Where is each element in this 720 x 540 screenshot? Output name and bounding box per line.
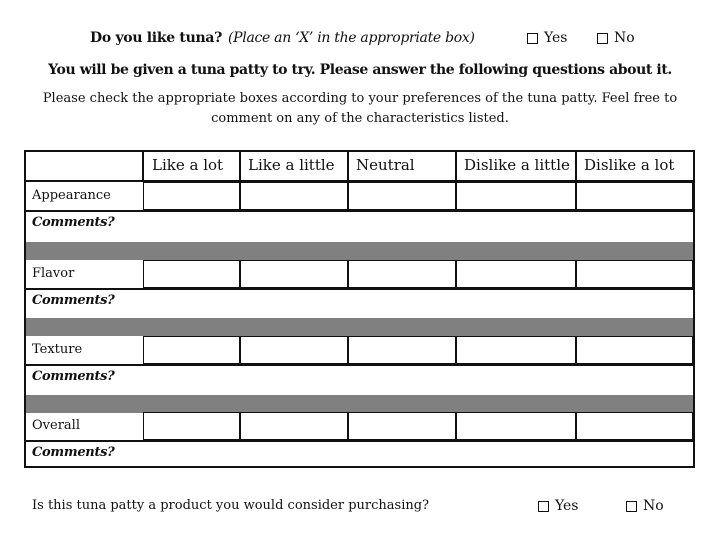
- tuna-question-text: Do you like tuna?: [90, 30, 222, 46]
- column-divider: [239, 152, 241, 180]
- row-separator: [26, 395, 693, 413]
- tuna-no-checkbox[interactable]: No: [597, 30, 635, 46]
- rating-cell[interactable]: [143, 336, 240, 364]
- rating-cell[interactable]: [456, 412, 576, 440]
- comment-label-texture: Comments?: [32, 369, 115, 384]
- rating-cell[interactable]: [456, 336, 576, 364]
- purchase-question: Is this tuna patty a product you would consider purchasing?: [32, 498, 430, 513]
- purchase-yes-checkbox[interactable]: Yes: [538, 498, 579, 514]
- row-label-flavor: Flavor: [32, 266, 75, 281]
- row-label-overall: Overall: [32, 418, 80, 433]
- column-divider: [347, 152, 349, 180]
- column-divider: [142, 152, 144, 180]
- rating-cell[interactable]: [348, 182, 456, 210]
- column-header-like-a-little: Like a little: [248, 156, 335, 174]
- rating-cell[interactable]: [240, 182, 348, 210]
- column-header-dislike-a-lot: Dislike a lot: [584, 156, 675, 174]
- rating-cell[interactable]: [240, 336, 348, 364]
- rating-cell[interactable]: [456, 260, 576, 288]
- rating-cell[interactable]: [576, 412, 693, 440]
- checkbox-icon[interactable]: [626, 501, 637, 512]
- row-separator: [26, 318, 693, 336]
- checkbox-icon[interactable]: [538, 501, 549, 512]
- rating-cell[interactable]: [348, 412, 456, 440]
- rating-cell[interactable]: [240, 412, 348, 440]
- checkbox-icon[interactable]: [597, 33, 608, 44]
- rating-cell[interactable]: [240, 260, 348, 288]
- rating-cell[interactable]: [348, 336, 456, 364]
- rating-cell[interactable]: [143, 182, 240, 210]
- row-divider: [26, 364, 693, 366]
- instructions: Please check the appropriate boxes according to your preferences of the tuna patty. Feel free to comment on any of the characteristics listed.: [42, 91, 678, 126]
- column-header-like-a-lot: Like a lot: [152, 156, 224, 174]
- rating-cell[interactable]: [576, 336, 693, 364]
- row-divider: [26, 440, 693, 442]
- comment-label-overall: Comments?: [32, 445, 115, 460]
- rating-cell[interactable]: [143, 412, 240, 440]
- rating-cell[interactable]: [456, 182, 576, 210]
- row-label-appearance: Appearance: [32, 188, 111, 203]
- row-divider: [26, 288, 693, 290]
- purchase-no-checkbox[interactable]: No: [626, 498, 664, 514]
- rating-grid: [24, 150, 695, 468]
- comment-label-appearance: Comments?: [32, 215, 115, 230]
- column-divider: [575, 152, 577, 180]
- rating-cell[interactable]: [348, 260, 456, 288]
- column-divider: [455, 152, 457, 180]
- tuna-question-hint: (Place an ‘X’ in the appropriate box): [228, 30, 475, 46]
- checkbox-icon[interactable]: [527, 33, 538, 44]
- row-separator: [26, 242, 693, 260]
- tuna-yes-checkbox[interactable]: Yes: [527, 30, 568, 46]
- row-label-texture: Texture: [32, 342, 83, 357]
- row-divider: [26, 210, 693, 212]
- page-title: You will be given a tuna patty to try. Please answer the following questions about it.: [48, 62, 672, 78]
- column-header-dislike-a-little: Dislike a little: [464, 156, 570, 174]
- column-header-neutral: Neutral: [356, 156, 415, 174]
- tuna-question: [90, 30, 475, 46]
- rating-cell[interactable]: [143, 260, 240, 288]
- rating-cell[interactable]: [576, 182, 693, 210]
- comment-label-flavor: Comments?: [32, 293, 115, 308]
- rating-cell[interactable]: [576, 260, 693, 288]
